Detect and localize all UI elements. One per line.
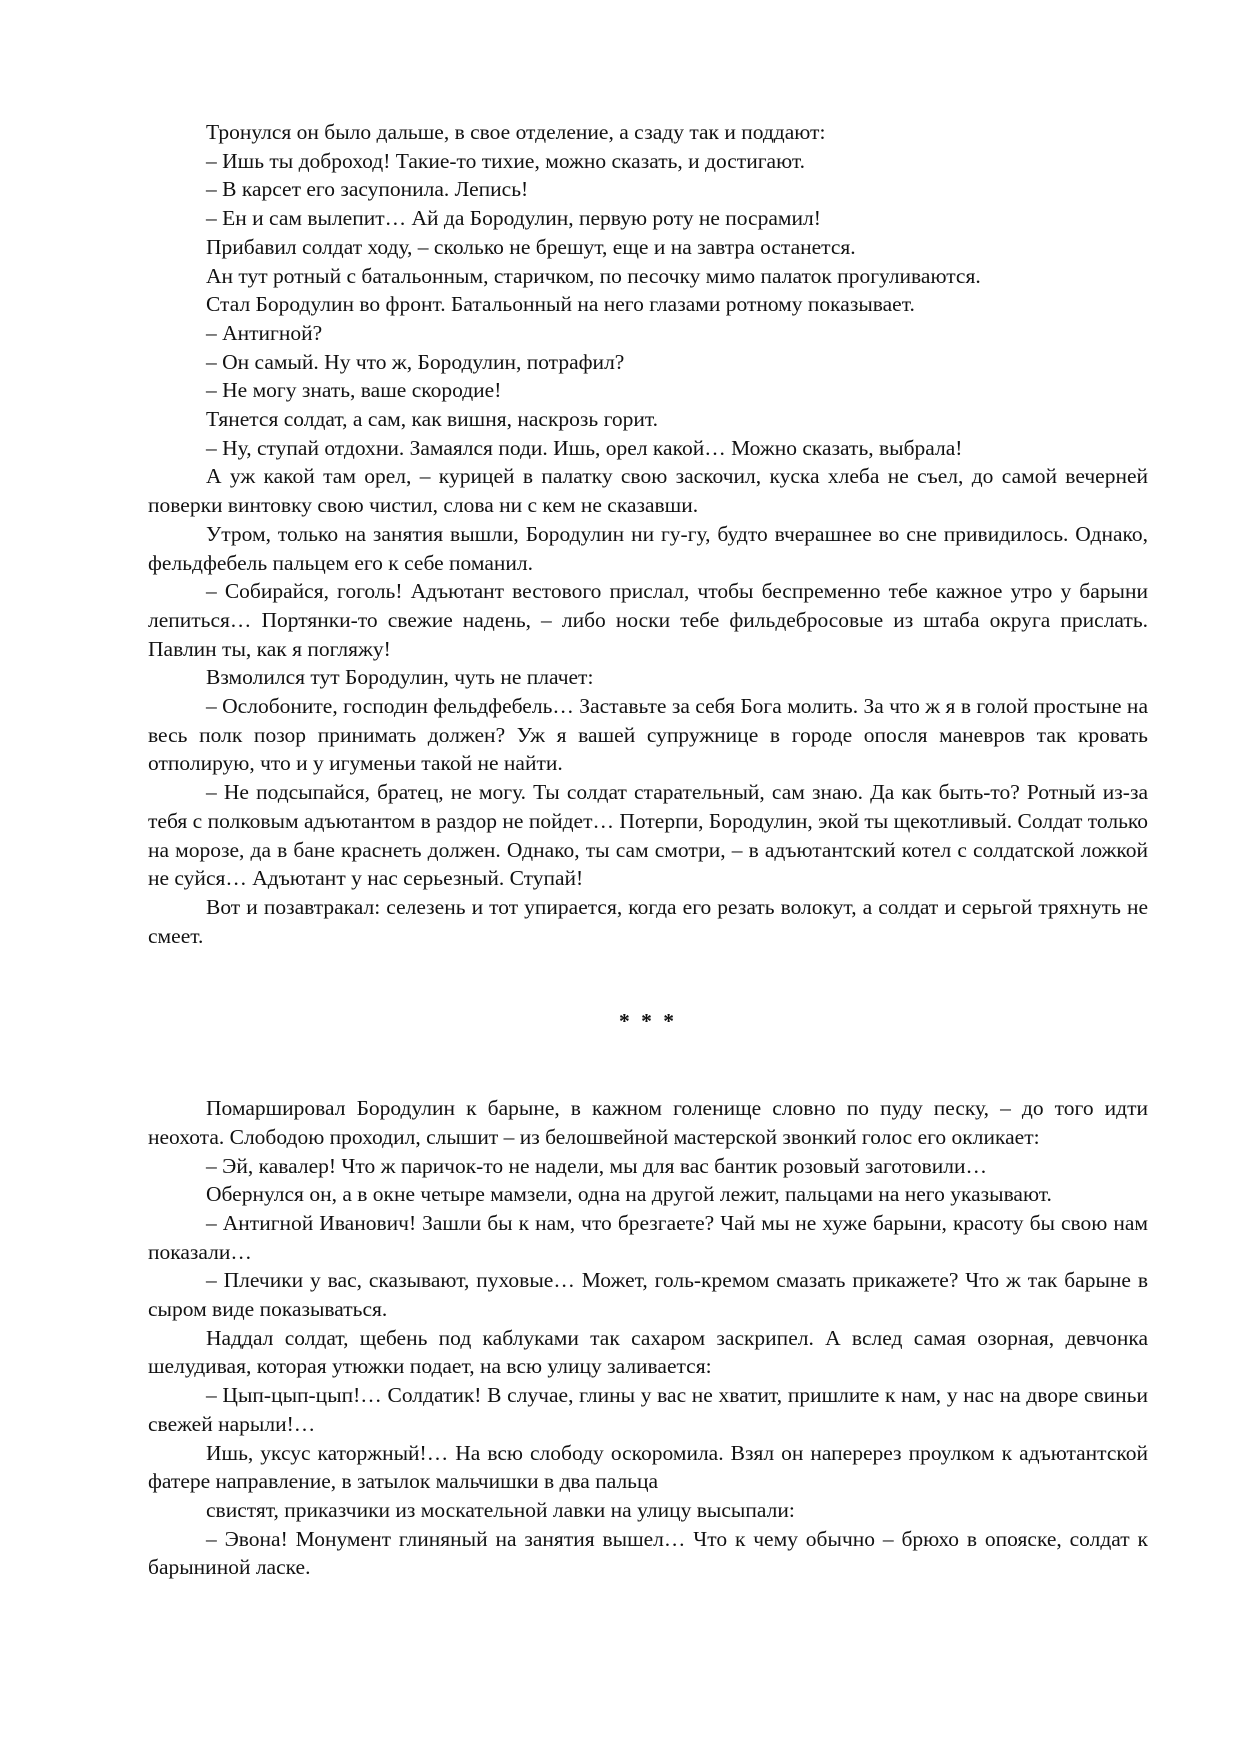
paragraph: Тронулся он было дальше, в свое отделение, а сзаду так и поддают: <box>206 120 826 144</box>
section-1 <box>148 118 1148 950</box>
paragraph: – Антигной Иванович! Зашли бы к нам, что брезгаете? Чай мы не хуже барыни, красоту бы свою нам показали… <box>148 1210 1148 1264</box>
paragraph: А уж какой там орел, – курицей в палатку свою заскочил, куска хлеба не съел, до самой вечерней поверки винтовку свою чистил, слова ни с кем не сказавши. <box>148 464 1148 518</box>
paragraph: свистят, приказчики из москательной лавки на улицу высыпали: <box>206 1497 795 1522</box>
paragraph: Ишь, уксус каторжный!… На всю слободу оскоромила. Взял он наперерез проулком к адъютантской фатере направление, в затылок мальчишки в два пальца <box>148 1440 1148 1494</box>
paragraph: – Не могу знать, ваше скородие! <box>206 378 502 403</box>
section-separator: * * * <box>619 1009 677 1034</box>
paragraph: Прибавил солдат ходу, – сколько не брешут, еще и на завтра останется. <box>206 234 856 259</box>
paragraph: Ан тут ротный с батальонным, старичком, по песочку мимо палаток прогуливаются. <box>206 263 981 288</box>
paragraph: – Собирайся, гоголь! Адъютант вестового прислал, чтобы беспременно тебе кажное утро у барыни лепиться… Портянки-то свежие надень, – либо носки тебе фильдебросовые из штаба округа прислать. Павлин ты, как я погляжу! <box>148 579 1148 661</box>
paragraph: Помаршировал Бородулин к барыне, в кажном голенище словно по пуду песку, – до того идти неохота. Слободою проходил, слышит – из белошвейной мастерской звонкий голос его окликает: <box>148 1096 1148 1149</box>
paragraph: – Плечики у вас, сказывают, пуховые… Может, голь-кремом смазать прикажете? Что ж так барыне в сыром виде показываться. <box>148 1268 1148 1322</box>
paragraph: Тянется солдат, а сам, как вишня, наскрозь горит. <box>206 407 659 432</box>
paragraph: – Эвона! Монумент глиняный на занятия вышел… Что к чему обычно – брюхо в опояске, солдат к барыниной ласке. <box>148 1526 1148 1580</box>
paragraph: – Ен и сам вылепит… Ай да Бородулин, первую роту не посрамил! <box>206 206 821 231</box>
document-page <box>148 118 1148 1582</box>
paragraph: – Не подсыпайся, братец, не могу. Ты солдат старательный, сам знаю. Да как быть-то? Ротный из-за тебя с полковым адъютантом в раздор не пойдет… Потерпи, Бородулин, экой ты щекотливый. Солдат только на морозе, да в бане краснеть должен. Однако, ты сам смотри, – в адъютантский котел с солдатской ложкой не суйся… Адъютант у нас серьезный. Ступай! <box>148 780 1148 891</box>
paragraph: Наддал солдат, щебень под каблуками так сахаром заскрипел. А вслед самая озорная, девчонка шелудивая, которая утюжки подает, на всю улицу заливается: <box>148 1325 1148 1379</box>
paragraph: Утром, только на занятия вышли, Бородулин ни гу-гу, будто вчерашнее во сне привидилось. Однако, фельдфебель пальцем его к себе поманил. <box>148 521 1148 575</box>
paragraph: – Ишь ты доброход! Такие-то тихие, можно сказать, и достигают. <box>206 148 805 173</box>
paragraph: – Антигной? <box>206 320 323 345</box>
paragraph: – Цып-цып-цып!… Солдатик! В случае, глины у вас не хватит, пришлите к нам, у нас на дворе свиньи свежей нарыли!… <box>148 1383 1148 1436</box>
section-2 <box>148 1094 1148 1582</box>
paragraph: – Ну, ступай отдохни. Замаялся поди. Ишь, орел какой… Можно сказать, выбрала! <box>206 435 963 460</box>
paragraph: – Ослобоните, господин фельдфебель… Заставьте за себя Бога молить. За что ж я в голой простыне на весь полк позор принимать должен? Уж я вашей супружнице в городе опосля маневров так кровать отполирую, что и у игуменьи такой не найти. <box>148 694 1148 776</box>
paragraph: – Он самый. Ну что ж, Бородулин, потрафил? <box>206 349 625 374</box>
paragraph: Вот и позавтракал: селезень и тот упирается, когда его резать волокут, а солдат и серьгой тряхнуть не смеет. <box>148 894 1148 948</box>
paragraph: Взмолился тут Бородулин, чуть не плачет: <box>206 665 594 690</box>
paragraph: Обернулся он, а в окне четыре мамзели, одна на другой лежит, пальцами на него указывают. <box>206 1182 1052 1207</box>
paragraph: Стал Бородулин во фронт. Батальонный на него глазами ротному показывает. <box>206 292 915 317</box>
paragraph: – Эй, кавалер! Что ж паричок-то не надели, мы для вас бантик розовый заготовили… <box>206 1153 988 1178</box>
paragraph: – В карсет его засупонила. Лепись! <box>206 177 529 202</box>
